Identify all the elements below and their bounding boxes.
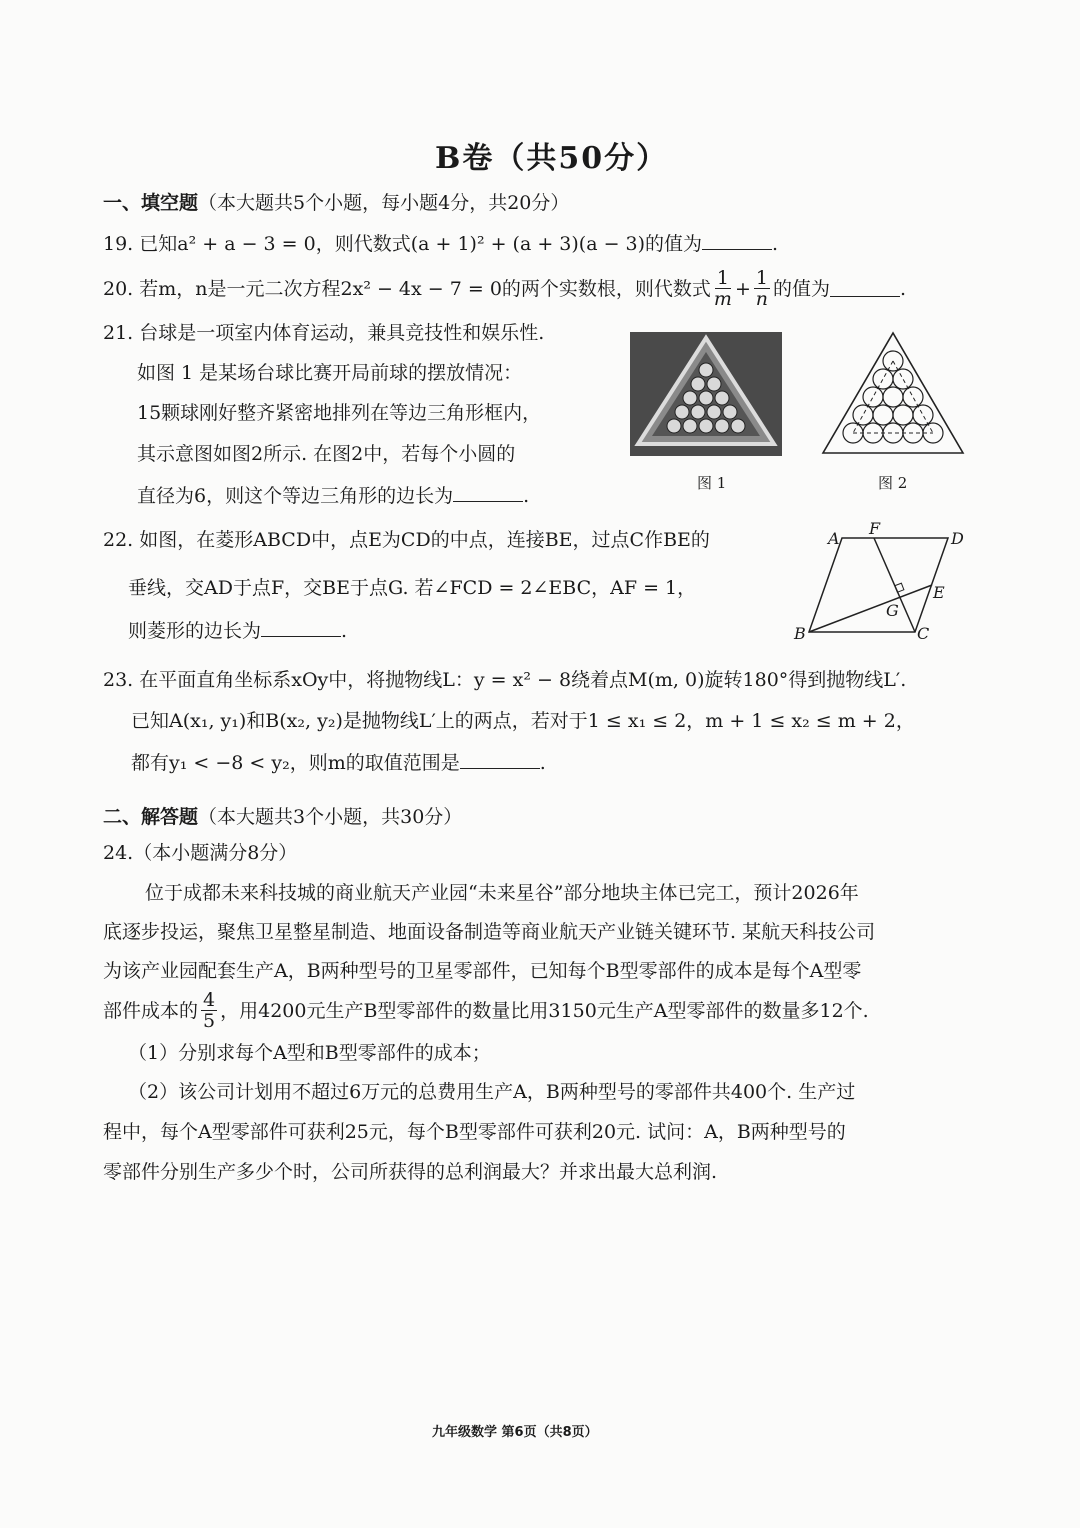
q24-subquestion-2-line-1: （2）该公司计划用不超过6万元的总费用生产A，B两种型号的零部件共400个. 生产过 xyxy=(128,1081,856,1103)
figure-1-caption: 图 1 xyxy=(697,474,727,492)
question-21-line-5: 直径为6，则这个等边三角形的边长为 . xyxy=(137,485,530,507)
label-C: C xyxy=(917,624,930,643)
question-text: 20. 若m，n是一元二次方程2x² − 4x − 7 = 0的两个实数根，则代数式 xyxy=(103,277,711,300)
section-heading-answers xyxy=(103,802,462,829)
q24-paragraph-line-4: 部件成本的 $\frac{4}{5}$ ，用4200元生产B型零部件的数量比用3150元生产A型零部件的数量多12个. xyxy=(103,989,869,1032)
fraction-1-over-m: $\frac{1}{m}$ xyxy=(713,267,732,310)
section-label: 二、解答题 xyxy=(103,806,199,828)
page-title: B卷（共50分） xyxy=(435,141,669,176)
figure-2-caption: 图 2 xyxy=(878,474,908,492)
rhombus-figure xyxy=(790,518,980,652)
section-label: 一、填空题 xyxy=(103,192,199,214)
label-E: E xyxy=(933,583,945,602)
label-D: D xyxy=(951,529,964,548)
question-21-line-2: 如图 1 是某场台球比赛开局前球的摆放情况： xyxy=(137,362,523,384)
question-text-suffix: 的值为 xyxy=(772,277,830,300)
page-footer: 九年级数学 第6页（共8页） xyxy=(432,1425,598,1440)
question-21-line-1: 21. 台球是一项室内体育运动，兼具竞技性和娱乐性. xyxy=(103,322,545,344)
question-24-heading: 24.（本小题满分8分） xyxy=(103,842,298,864)
section-heading-fill-in xyxy=(103,188,569,215)
q24-subquestion-2-line-2: 程中，每个A型零部件可获利25元，每个B型零部件可获利20元. 试问：A，B两种型号的 xyxy=(103,1121,846,1143)
question-21-line-4: 其示意图如图2所示. 在图2中，若每个小圆的 xyxy=(137,443,516,465)
question-21-line-3: 15颗球刚好整齐紧密地排列在等边三角形框内， xyxy=(137,402,542,424)
label-A: A xyxy=(828,529,840,548)
label-G: G xyxy=(886,601,899,620)
q24-paragraph-line-1: 位于成都未来科技城的商业航天产业园“未来星谷”部分地块主体已完工，预计2026年 xyxy=(145,882,859,904)
figure-2-diagram xyxy=(820,330,966,460)
question-23-line-2: 已知A(x₁, y₁)和B(x₂, y₂)是抛物线L′上的两点，若对于1 ≤ x₁ ≤ 2，m + 1 ≤ x₂ ≤ m + 2， xyxy=(131,710,915,732)
plus-sign: + xyxy=(734,277,751,300)
answer-blank xyxy=(261,620,341,637)
question-22-line-1: 22. 如图，在菱形ABCD中，点E为CD的中点，连接BE，过点C作BE的 xyxy=(103,529,710,551)
label-F: F xyxy=(869,519,881,538)
answer-blank xyxy=(460,752,540,769)
answer-blank xyxy=(830,280,900,297)
fraction-4-5: $\frac{4}{5}$ xyxy=(203,989,216,1032)
label-B: B xyxy=(794,624,806,643)
question-19: 19. 已知a² + a − 3 = 0，则代数式(a + 1)² + (a + 3)(a − 3)的值为 . xyxy=(103,233,779,255)
answer-blank xyxy=(453,485,523,502)
section-note: （本大题共5个小题，每小题4分，共20分） xyxy=(198,192,570,214)
fraction-1-over-n: $\frac{1}{n}$ xyxy=(755,267,769,310)
section-note: （本大题共3个小题，共30分） xyxy=(198,806,463,828)
question-23-line-3: 都有y₁ < −8 < y₂，则m的取值范围是 . xyxy=(131,752,546,774)
q24-subquestion-2-line-3: 零部件分别生产多少个时，公司所获得的总利润最大？并求出最大总利润. xyxy=(103,1161,718,1183)
q24-paragraph-line-2: 底逐步投运，聚焦卫星整星制造、地面设备制造等商业航天产业链关键环节. 某航天科技公司 xyxy=(103,921,876,943)
answer-blank xyxy=(702,233,772,250)
question-20: 20. 若m，n是一元二次方程2x² − 4x − 7 = 0的两个实数根，则代数式 $\frac{1}{m}$ + $\frac{1}{n}$ 的值为 . xyxy=(103,267,907,310)
question-22-line-2: 垂线，交AD于点F，交BE于点G. 若∠FCD = 2∠EBC，AF = 1， xyxy=(128,577,697,599)
q24-subquestion-1: （1）分别求每个A型和B型零部件的成本； xyxy=(128,1042,491,1064)
figure-1-photo xyxy=(630,332,782,456)
question-22-line-3: 则菱形的边长为 . xyxy=(128,620,348,642)
question-23-line-1: 23. 在平面直角坐标系xOy中，将抛物线L：y = x² − 8绕着点M(m, 0)旋转180°得到抛物线L′. xyxy=(103,669,907,691)
q24-paragraph-line-3: 为该产业园配套生产A，B两种型号的卫星零部件，已知每个B型零部件的成本是每个A型零 xyxy=(103,960,862,982)
question-text: 19. 已知a² + a − 3 = 0，则代数式(a + 1)² + (a + 3)(a − 3)的值为 xyxy=(103,233,703,255)
